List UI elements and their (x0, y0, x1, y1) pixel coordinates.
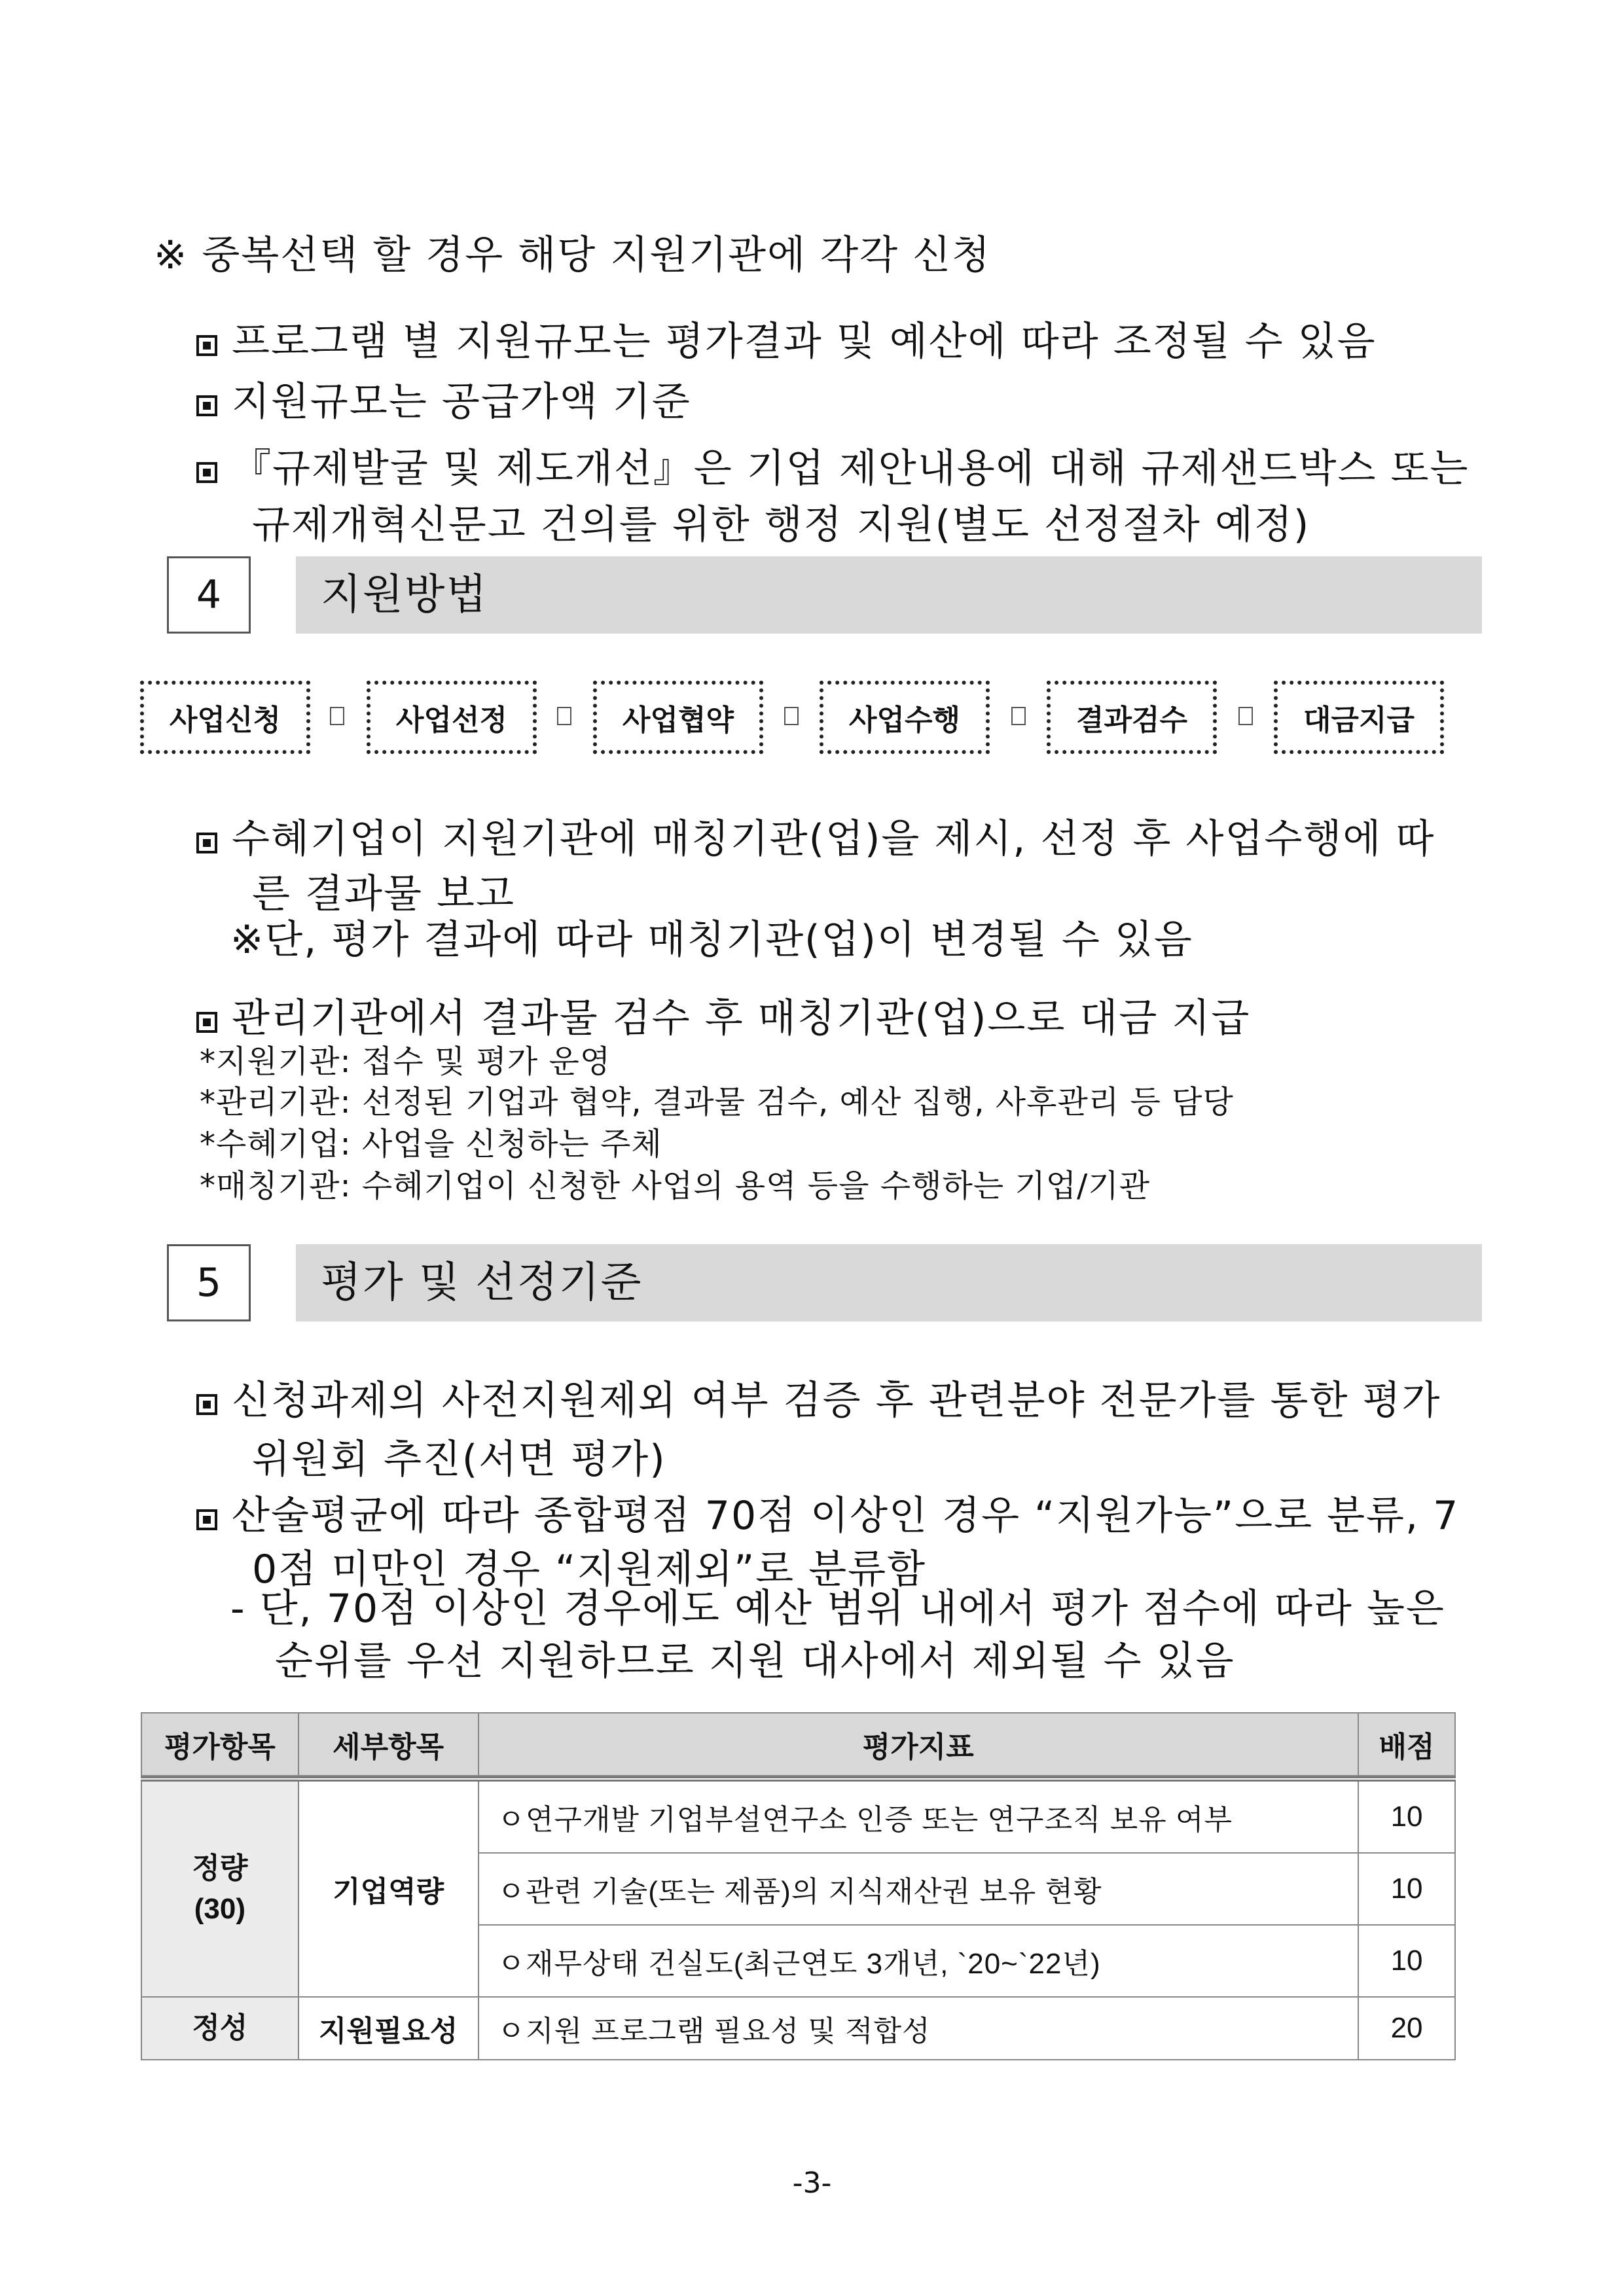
indicator-cell: ㅇ재무상태 건실도(최근연도 3개년, `20~`22년) (478, 1925, 1359, 1997)
category-score: (30) (194, 1893, 246, 1925)
flow-step-box: 결과검수 (1047, 681, 1217, 754)
bullet-item (196, 1492, 1459, 1539)
bullet-item (196, 378, 691, 425)
category-cell-quantitative (141, 1779, 298, 1997)
bullet-text: 『규제발굴 및 제도개선』은 기업 제안내용에 대해 규제샌드박스 또는 (232, 446, 1470, 492)
bullet-text: 프로그램 별 지원규모는 평가결과 및 예산에 따라 조정될 수 있음 (232, 319, 1377, 365)
table-row (141, 1779, 1455, 1853)
square-bullet-icon (196, 462, 217, 483)
table-header-row (141, 1713, 1455, 1776)
flow-step-box: 대금지급 (1274, 681, 1444, 754)
section-number: 5 (167, 1244, 251, 1321)
bullet-text: 지원규모는 공급가액 기준 (232, 379, 691, 425)
square-bullet-icon (196, 335, 217, 356)
category-cell-qualitative: 정성 (141, 1997, 298, 2060)
category-label: 정량 (192, 1852, 248, 1884)
bullet-continuation: 위원회 추진(서면 평가) (252, 1437, 666, 1482)
arrow-placeholder-icon (784, 707, 799, 725)
flow-step-box: 사업협약 (593, 681, 763, 754)
bullet-text: 신청과제의 사전지원제외 여부 검증 후 관련분야 전문가를 통한 평가 (232, 1378, 1441, 1424)
bullet-item (196, 816, 1435, 863)
bullet-continuation: 0점 미만인 경우 “지원제외”로 분류함 (252, 1547, 927, 1592)
definition-line: *지원기관: 접수 및 평가 운영 (200, 1043, 611, 1080)
square-bullet-icon (196, 1394, 217, 1415)
header-cell: 세부항목 (298, 1713, 478, 1776)
square-bullet-icon (196, 833, 217, 853)
bullet-text: 산술평균에 따라 종합평점 70점 이상인 경우 “지원가능”으로 분류, 7 (232, 1493, 1460, 1539)
arrow-placeholder-icon (1011, 707, 1026, 725)
points-cell: 20 (1358, 1997, 1455, 2060)
indicator-cell: ㅇ지원 프로그램 필요성 및 적합성 (478, 1997, 1359, 2060)
arrow-placeholder-icon (330, 707, 344, 725)
points-cell: 10 (1358, 1853, 1455, 1925)
definition-line: *매칭기관: 수혜기업이 신청한 사업의 용역 등을 수행하는 기업/기관 (200, 1168, 1151, 1204)
definition-line: *관리기관: 선정된 기업과 협약, 결과물 검수, 예산 집행, 사후관리 등 담당 (200, 1084, 1234, 1121)
duplicate-selection-note: ※ 중복선택 할 경우 해당 지원기관에 각각 신청 (154, 232, 992, 278)
bullet-continuation: 규제개혁신문고 건의를 위한 행정 지원(별도 선정절차 예정) (252, 502, 1310, 548)
square-bullet-icon (196, 1012, 217, 1033)
points-cell: 10 (1358, 1779, 1455, 1853)
section-title: 평가 및 선정기준 (296, 1244, 1482, 1321)
flow-step-box: 사업수행 (820, 681, 990, 754)
evaluation-table (141, 1712, 1456, 2060)
indicator-cell: ㅇ연구개발 기업부설연구소 인증 또는 연구조직 보유 여부 (478, 1779, 1359, 1853)
points-cell: 10 (1358, 1925, 1455, 1997)
bullet-item (196, 995, 1250, 1042)
dash-continuation: 순위를 우선 지원하므로 지원 대사에서 제외될 수 있음 (275, 1638, 1235, 1684)
page-number: -3- (792, 2166, 832, 2200)
subcategory-cell: 지원필요성 (298, 1997, 478, 2060)
bullet-item (196, 445, 1469, 492)
arrow-placeholder-icon (557, 707, 571, 725)
table-row (141, 1997, 1455, 2060)
bullet-item (196, 318, 1377, 365)
subcategory-cell: 기업역량 (298, 1779, 478, 1997)
flow-step-box: 사업신청 (140, 681, 310, 754)
section-number: 4 (167, 556, 251, 634)
square-bullet-icon (196, 395, 217, 416)
bullet-continuation: 른 결과물 보고 (252, 871, 515, 917)
indicator-cell: ㅇ관련 기술(또는 제품)의 지식재산권 보유 현황 (478, 1853, 1359, 1925)
section-title: 지원방법 (296, 556, 1482, 634)
square-bullet-icon (196, 1509, 217, 1530)
header-cell: 배점 (1358, 1713, 1455, 1776)
bullet-text: 관리기관에서 결과물 검수 후 매칭기관(업)으로 대금 지급 (232, 996, 1251, 1041)
dash-item: - 단, 70점 이상인 경우에도 예산 범위 내에서 평가 점수에 따라 높은 (230, 1586, 1445, 1632)
header-cell: 평가항목 (141, 1713, 298, 1776)
flow-step-box: 사업선정 (367, 681, 537, 754)
header-cell: 평가지표 (478, 1713, 1359, 1776)
arrow-placeholder-icon (1238, 707, 1253, 725)
definition-line: *수혜기업: 사업을 신청하는 주체 (200, 1126, 662, 1162)
bullet-text: 수혜기업이 지원기관에 매칭기관(업)을 제시, 선정 후 사업수행에 따 (232, 816, 1435, 862)
bullet-note: ※단, 평가 결과에 따라 매칭기관(업)이 변경될 수 있음 (230, 917, 1193, 963)
bullet-item (196, 1377, 1441, 1424)
